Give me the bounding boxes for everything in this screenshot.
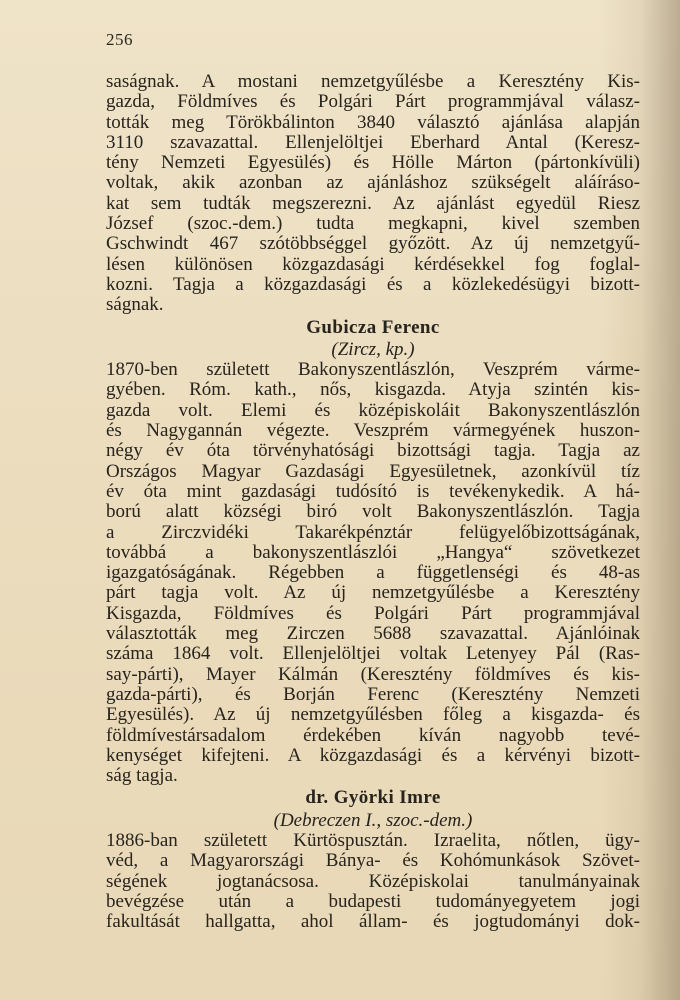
- text-line: 1886-ban született Kürtöspusztán. Izraelita, nőtlen, ügy-: [106, 829, 640, 851]
- text-line: gazda volt. Elemi és középiskoláit Bakonyszentlászlón: [106, 399, 640, 421]
- text-line: a Zirczvidéki Takarékpénztár felügyelőbizottságának,: [106, 521, 640, 543]
- text-line: tották meg Törökbálinton 3840 választó ajánlása alapján: [106, 111, 640, 133]
- text-line: kozni. Tagja a közgazdasági és a közlekedésügyi bizott-: [106, 273, 640, 295]
- text-line: Gschwindt 467 szótöbbséggel győzött. Az új nemzetgyű-: [106, 233, 640, 255]
- text-line: gazda-párti), és Borján Ferenc (Keresztény Nemzeti: [106, 683, 640, 705]
- text-line: ború alatt községi biró volt Bakonyszentlászlón. Tagja: [106, 501, 640, 523]
- text-line: lésen különösen közgazdasági kérdésekkel fog foglal-: [106, 253, 640, 275]
- text-line: párt tagja volt. Az új nemzetgyűlésbe a Keresztény: [106, 582, 640, 604]
- text-line: Kisgazda, Földmíves és Polgári Párt programmjával: [106, 602, 640, 624]
- text-line: Országos Magyar Gazdasági Egyesületnek, azonkívül tíz: [106, 460, 640, 482]
- page-number: 256: [106, 30, 133, 49]
- text-line: gyében. Róm. kath., nős, kisgazda. Atyja szintén kis-: [106, 379, 640, 401]
- text-line: év óta mint gazdasági tudósító is tevékenykedik. A há-: [106, 480, 640, 502]
- text-line: és Nagygannán végezte. Veszprém vármegyének huszon-: [106, 420, 640, 442]
- text-line: választották meg Zirczen 5688 szavazattal. Ajánlóinak: [106, 623, 640, 645]
- text-line: gazda, Földmíves és Polgári Párt programmjával válasz-: [106, 91, 640, 113]
- text-line: fakultását hallgatta, ahol állam- és jogtudományi dok-: [106, 911, 640, 933]
- text-line: voltak, akik azonban az ajánláshoz szükségelt aláíráso-: [106, 172, 640, 194]
- body-text: [106, 72, 640, 932]
- text-line: továbbá a bakonyszentlászlói „Hangya“ szövetkezet: [106, 541, 640, 563]
- text-line: ságnak.: [106, 294, 164, 316]
- text-line: kenységet kifejteni. A közgazdasági és a kérvényi bizott-: [106, 744, 640, 766]
- text-line: ság tagja.: [106, 765, 178, 787]
- text-line: négy év óta törvényhatósági bizottsági tagja. Tagja az: [106, 440, 640, 462]
- text-line: ségének jogtanácsosa. Középiskolai tanulmányainak: [106, 870, 640, 892]
- text-line: földmívestársadalom érdekében kíván nagyobb tevé-: [106, 724, 640, 746]
- text-line: say-párti), Mayer Kálmán (Keresztény földmíves és kis-: [106, 663, 640, 685]
- text-line: kat sem tudták megszerezni. Az ajánlást egyedül Riesz: [106, 192, 640, 214]
- text-line: 3110 szavazattal. Ellenjelöltjei Eberhard Antal (Keresz-: [106, 131, 640, 153]
- text-line: bevégzése után a budapesti tudományegyetem jogi: [106, 890, 640, 912]
- text-line: Egyesülés). Az új nemzetgyűlésben főleg a kisgazda- és: [106, 704, 640, 726]
- text-line: József (szoc.-dem.) tudta megkapni, kivel szemben: [106, 213, 640, 235]
- text-line: igazgatóságának. Régebben a függetlenségi és 48-as: [106, 562, 640, 584]
- person-name-heading: dr. Györki Imre: [305, 787, 441, 809]
- text-line: saságnak. A mostani nemzetgyűlésbe a Keresztény Kis-: [106, 71, 640, 92]
- constituency-subheading: (Zircz, kp.): [331, 338, 415, 360]
- text-line: tény Nemzeti Egyesülés) és Hölle Márton (pártonkívüli): [106, 152, 640, 174]
- text-line: 1870-ben született Bakonyszentlászlón, Veszprém várme-: [106, 359, 640, 381]
- person-name-heading: Gubicza Ferenc: [306, 316, 440, 338]
- constituency-subheading: (Debreczen I., szoc.-dem.): [273, 809, 473, 831]
- text-line: száma 1864 volt. Ellenjelöltjei voltak Letenyey Pál (Ras-: [106, 643, 640, 665]
- text-line: véd, a Magyarországi Bánya- és Kohómunkások Szövet-: [106, 850, 640, 872]
